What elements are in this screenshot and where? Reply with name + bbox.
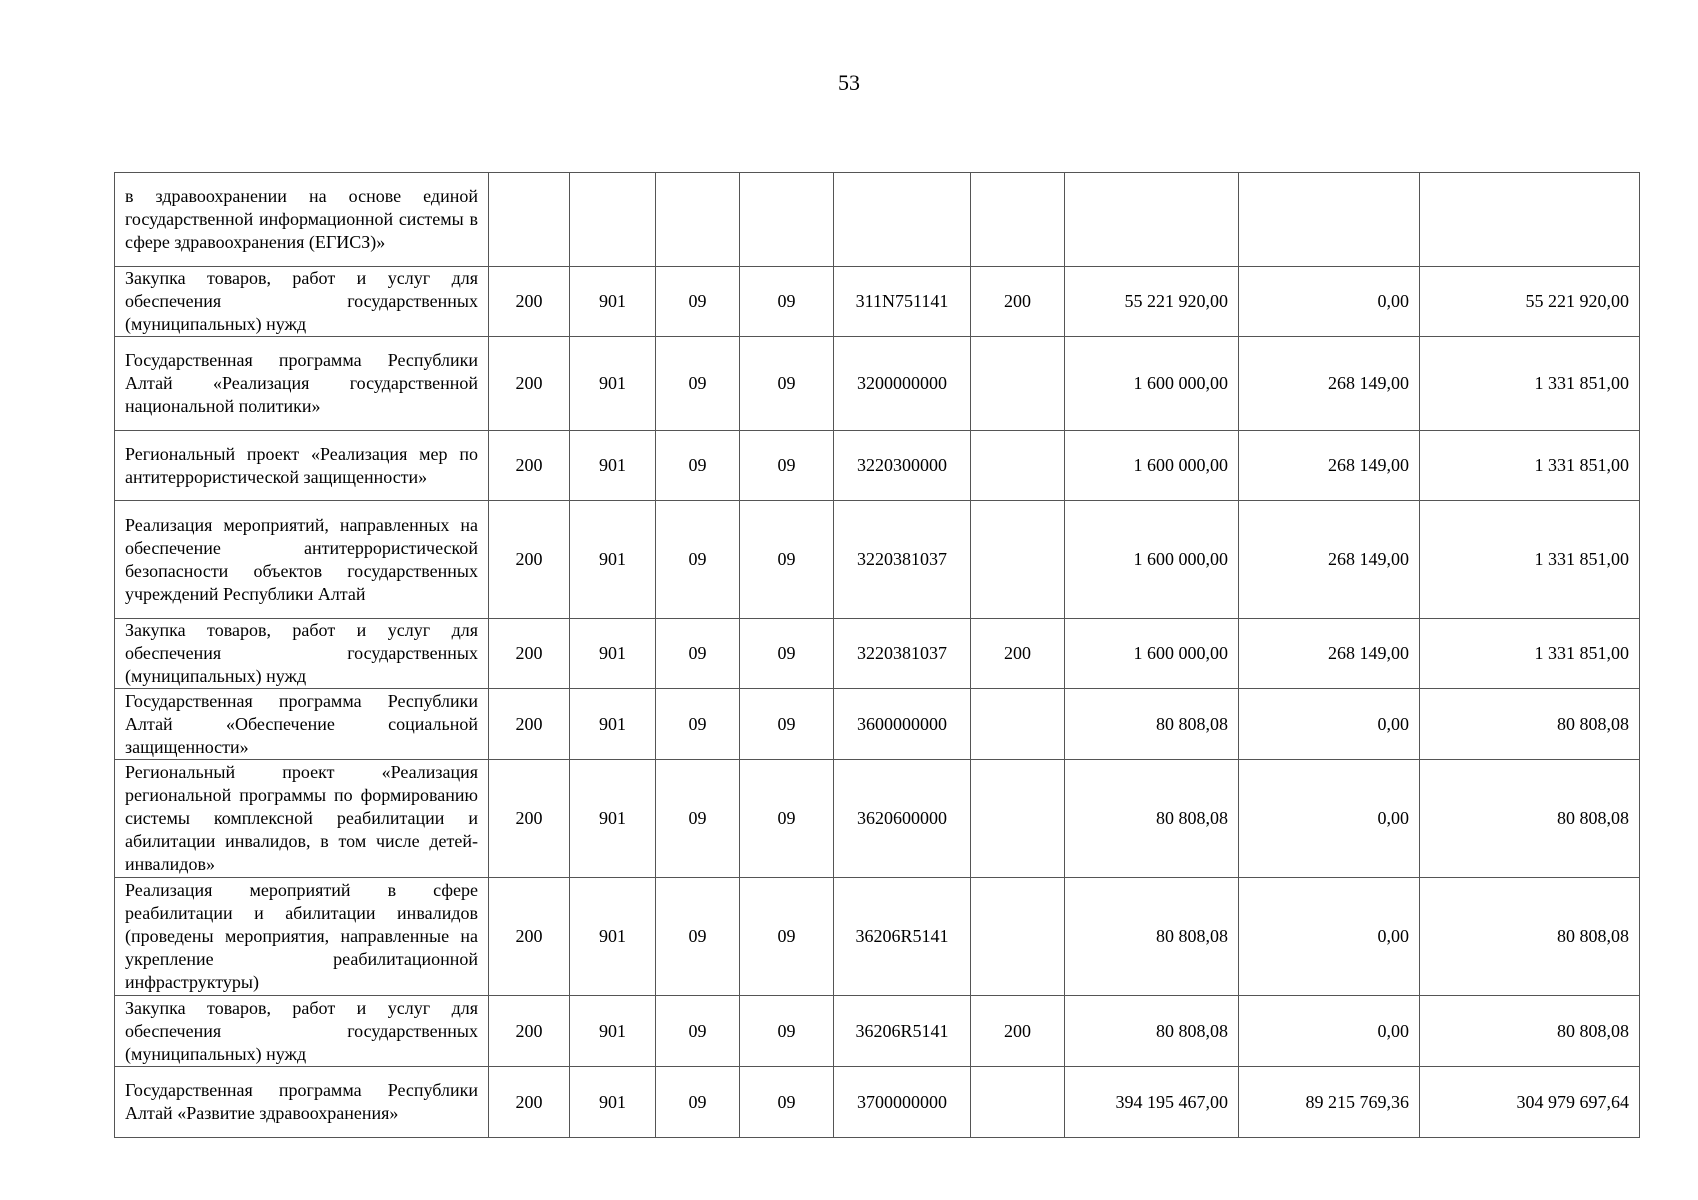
code-cell-2: 901 — [570, 1067, 656, 1138]
table-row — [115, 267, 1640, 337]
amount-cell-2: 0,00 — [1239, 878, 1420, 996]
code-cell-5: 3220381037 — [834, 619, 971, 689]
table-row — [115, 1067, 1640, 1138]
code-cell-4: 09 — [740, 501, 834, 619]
code-cell-3: 09 — [656, 1067, 740, 1138]
code-cell-6 — [971, 337, 1065, 431]
code-cell-4: 09 — [740, 1067, 834, 1138]
amount-cell-1: 80 808,08 — [1065, 878, 1239, 996]
row-name-cell: в здравоохранении на основе единой государственной информационной системы в сфере здравоохранения (ЕГИСЗ)» — [115, 173, 489, 267]
code-cell-1: 200 — [489, 878, 570, 996]
code-cell-3: 09 — [656, 760, 740, 878]
table-row — [115, 689, 1640, 760]
budget-table — [114, 172, 1640, 1138]
code-cell-6 — [971, 878, 1065, 996]
code-cell-3: 09 — [656, 431, 740, 501]
code-cell-6: 200 — [971, 267, 1065, 337]
table-row — [115, 760, 1640, 878]
code-cell-5: 3700000000 — [834, 1067, 971, 1138]
code-cell-1: 200 — [489, 1067, 570, 1138]
code-cell-2: 901 — [570, 501, 656, 619]
amount-cell-2: 0,00 — [1239, 996, 1420, 1067]
amount-cell-2: 0,00 — [1239, 267, 1420, 337]
amount-cell-2: 268 149,00 — [1239, 619, 1420, 689]
code-cell-5: 3620600000 — [834, 760, 971, 878]
amount-cell-3: 1 331 851,00 — [1420, 501, 1640, 619]
code-cell-6: 200 — [971, 619, 1065, 689]
code-cell-1: 200 — [489, 337, 570, 431]
code-cell-4 — [740, 173, 834, 267]
code-cell-1: 200 — [489, 760, 570, 878]
code-cell-3: 09 — [656, 619, 740, 689]
amount-cell-2: 89 215 769,36 — [1239, 1067, 1420, 1138]
code-cell-6 — [971, 760, 1065, 878]
code-cell-4: 09 — [740, 996, 834, 1067]
code-cell-1: 200 — [489, 689, 570, 760]
code-cell-2: 901 — [570, 431, 656, 501]
code-cell-4: 09 — [740, 689, 834, 760]
table-row — [115, 431, 1640, 501]
code-cell-6 — [971, 1067, 1065, 1138]
code-cell-2: 901 — [570, 996, 656, 1067]
code-cell-1: 200 — [489, 996, 570, 1067]
code-cell-2 — [570, 173, 656, 267]
amount-cell-3 — [1420, 173, 1640, 267]
code-cell-1 — [489, 173, 570, 267]
amount-cell-3: 80 808,08 — [1420, 689, 1640, 760]
code-cell-5: 3220381037 — [834, 501, 971, 619]
amount-cell-3: 55 221 920,00 — [1420, 267, 1640, 337]
code-cell-2: 901 — [570, 878, 656, 996]
row-name-cell: Государственная программа Республики Алтай «Реализация государственной национальной политики» — [115, 337, 489, 431]
amount-cell-3: 80 808,08 — [1420, 996, 1640, 1067]
row-name-cell: Реализация мероприятий, направленных на обеспечение антитеррористической безопасности объектов государственных учреждений Республики Алтай — [115, 501, 489, 619]
row-name-cell: Закупка товаров, работ и услуг для обеспечения государственных (муниципальных) нужд — [115, 619, 489, 689]
code-cell-5: 3220300000 — [834, 431, 971, 501]
code-cell-4: 09 — [740, 267, 834, 337]
row-name-cell: Государственная программа Республики Алтай «Обеспечение социальной защищенности» — [115, 689, 489, 760]
code-cell-6 — [971, 501, 1065, 619]
code-cell-1: 200 — [489, 267, 570, 337]
amount-cell-2: 268 149,00 — [1239, 337, 1420, 431]
code-cell-5: 36206R5141 — [834, 996, 971, 1067]
code-cell-5: 3600000000 — [834, 689, 971, 760]
code-cell-5: 311N751141 — [834, 267, 971, 337]
code-cell-5 — [834, 173, 971, 267]
code-cell-4: 09 — [740, 337, 834, 431]
code-cell-6 — [971, 689, 1065, 760]
code-cell-2: 901 — [570, 760, 656, 878]
row-name-cell: Государственная программа Республики Алтай «Развитие здравоохранения» — [115, 1067, 489, 1138]
code-cell-4: 09 — [740, 760, 834, 878]
amount-cell-2: 268 149,00 — [1239, 501, 1420, 619]
amount-cell-1: 80 808,08 — [1065, 760, 1239, 878]
code-cell-6: 200 — [971, 996, 1065, 1067]
amount-cell-1: 1 600 000,00 — [1065, 431, 1239, 501]
code-cell-2: 901 — [570, 619, 656, 689]
code-cell-6 — [971, 173, 1065, 267]
amount-cell-1 — [1065, 173, 1239, 267]
code-cell-3: 09 — [656, 996, 740, 1067]
row-name-cell: Закупка товаров, работ и услуг для обеспечения государственных (муниципальных) нужд — [115, 996, 489, 1067]
page-number: 53 — [838, 70, 860, 95]
amount-cell-3: 80 808,08 — [1420, 760, 1640, 878]
amount-cell-3: 80 808,08 — [1420, 878, 1640, 996]
code-cell-1: 200 — [489, 619, 570, 689]
amount-cell-2: 0,00 — [1239, 689, 1420, 760]
code-cell-3: 09 — [656, 689, 740, 760]
amount-cell-2: 268 149,00 — [1239, 431, 1420, 501]
code-cell-3 — [656, 173, 740, 267]
code-cell-2: 901 — [570, 267, 656, 337]
code-cell-1: 200 — [489, 501, 570, 619]
row-name-cell: Региональный проект «Реализация мер по антитеррористической защищенности» — [115, 431, 489, 501]
code-cell-5: 36206R5141 — [834, 878, 971, 996]
amount-cell-3: 304 979 697,64 — [1420, 1067, 1640, 1138]
amount-cell-1: 394 195 467,00 — [1065, 1067, 1239, 1138]
amount-cell-2 — [1239, 173, 1420, 267]
code-cell-3: 09 — [656, 337, 740, 431]
code-cell-3: 09 — [656, 878, 740, 996]
amount-cell-1: 1 600 000,00 — [1065, 337, 1239, 431]
row-name-cell: Закупка товаров, работ и услуг для обеспечения государственных (муниципальных) нужд — [115, 267, 489, 337]
code-cell-3: 09 — [656, 267, 740, 337]
code-cell-6 — [971, 431, 1065, 501]
amount-cell-1: 1 600 000,00 — [1065, 619, 1239, 689]
amount-cell-3: 1 331 851,00 — [1420, 619, 1640, 689]
code-cell-2: 901 — [570, 337, 656, 431]
amount-cell-3: 1 331 851,00 — [1420, 431, 1640, 501]
code-cell-4: 09 — [740, 878, 834, 996]
table-row — [115, 878, 1640, 996]
amount-cell-1: 80 808,08 — [1065, 689, 1239, 760]
code-cell-2: 901 — [570, 689, 656, 760]
amount-cell-1: 1 600 000,00 — [1065, 501, 1239, 619]
amount-cell-1: 80 808,08 — [1065, 996, 1239, 1067]
amount-cell-1: 55 221 920,00 — [1065, 267, 1239, 337]
table-row — [115, 173, 1640, 267]
row-name-cell: Реализация мероприятий в сфере реабилитации и абилитации инвалидов (проведены мероприятия, направленные на укрепление реабилитационной инфраструктуры) — [115, 878, 489, 996]
table-row — [115, 619, 1640, 689]
code-cell-4: 09 — [740, 619, 834, 689]
table-row — [115, 337, 1640, 431]
table-row — [115, 501, 1640, 619]
code-cell-3: 09 — [656, 501, 740, 619]
amount-cell-2: 0,00 — [1239, 760, 1420, 878]
code-cell-5: 3200000000 — [834, 337, 971, 431]
row-name-cell: Региональный проект «Реализация региональной программы по формированию системы комплексной реабилитации и абилитации инвалидов, в том числе детей-инвалидов» — [115, 760, 489, 878]
code-cell-4: 09 — [740, 431, 834, 501]
code-cell-1: 200 — [489, 431, 570, 501]
amount-cell-3: 1 331 851,00 — [1420, 337, 1640, 431]
table-row — [115, 996, 1640, 1067]
